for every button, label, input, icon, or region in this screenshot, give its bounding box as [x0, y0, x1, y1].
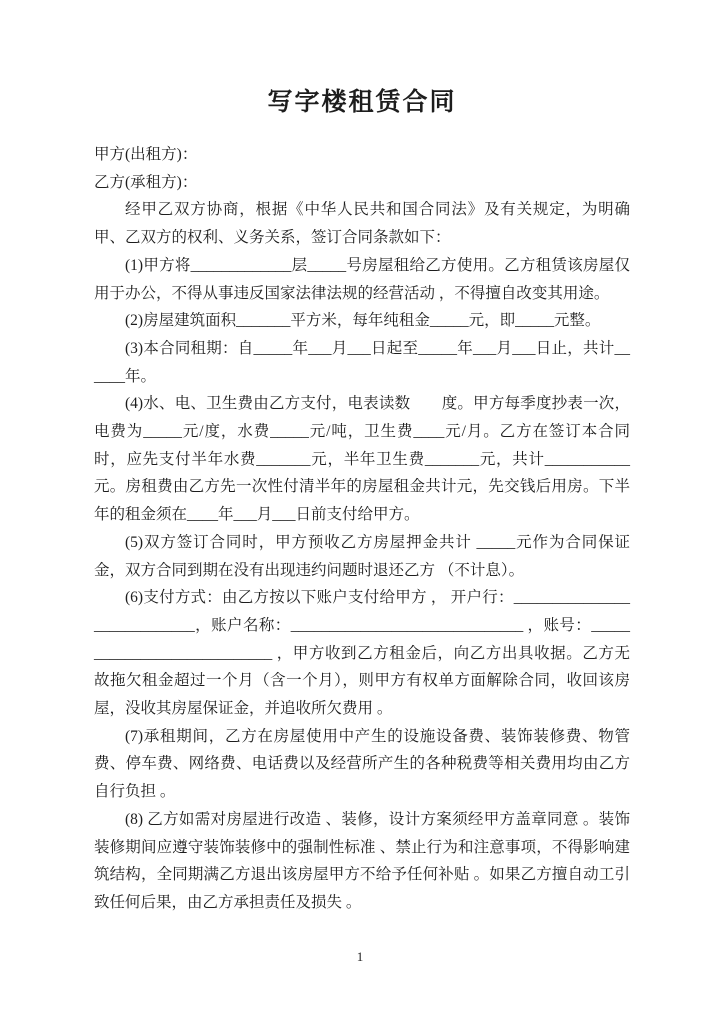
page-number: 1: [356, 949, 364, 964]
paragraph-clause-7: (7)承租期间，乙方在房屋使用中产生的设施设备费、装饰装修费、物管费、停车费、网络费、电话费以及经营所产生的各种税费等相关费用均由乙方自行负担 。: [94, 727, 630, 801]
document-content: [94, 86, 630, 917]
party-b-line: 乙方(承租方)：: [94, 173, 198, 191]
paragraph-clause-2: (2)房屋建筑面积_______平方米，每年纯租金_____元，即_____元整。: [125, 312, 601, 330]
paragraph-clause-3: (3)本合同租期：自_____年___月___日起至_____年___月___日止，共计______年。: [94, 339, 630, 385]
paragraph-clause-5: (5)双方签订合同时，甲方预收乙方房屋押金共计 _____元作为合同保证金，双方合同到期在没有出现违约问题时退还乙方 （不计息）。: [94, 533, 630, 579]
paragraph-clause-1: (1)甲方将_____________层_____号房屋租给乙方使用。乙方租赁该房屋仅用于办公，不得从事违反国家法律法规的经营活动 ，不得擅自改变其用途。: [94, 256, 630, 302]
document-title: 写字楼租赁合同: [267, 89, 457, 116]
party-a-line: 甲方(出租方)：: [94, 146, 198, 163]
paragraph-intro: 经甲乙双方协商，根据《中华人民共和国合同法》及有关规定，为明确甲、乙双方的权利、义务关系，签订合同条款如下：: [94, 201, 630, 247]
paragraph-clause-4: (4)水、电、卫生费由乙方支付，电表读数 度。甲方每季度抄表一次，电费为_____元/度，水费_____元/吨，卫生费____元/月。乙方在签订本合同时，应先支付半年水费_______元，半年卫生费_______元，共计___________元。房租费由乙方先一次性付清半年的房屋租金共计元，先交钱后用房。下半年的租金须在____年___月___日前支付给甲方。: [94, 395, 630, 524]
paragraph-clause-6: (6)支付方式：由乙方按以下账户支付给甲方 ， 开户行：____________________________，账户名称：______________________________ ，账号：____________________________ ，甲方收到乙方租金后，向乙方出具收据。乙方无故拖欠租金超过一个月（含一个月），则甲方有权单方面解除合同，收回该房屋，没收其房屋保证金，并追收所欠费用 。: [94, 589, 630, 718]
paragraph-clause-8: (8) 乙方如需对房屋进行改造 、装修，设计方案须经甲方盖章同意 。装饰装修期间应遵守装饰装修中的强制性标准 、禁止行为和注意事项，不得影响建筑结构，全同期满乙方退出该房屋甲方不给予任何补贴 。如果乙方擅自动工引致任何后果，由乙方承担责任及损失 。: [94, 810, 630, 911]
